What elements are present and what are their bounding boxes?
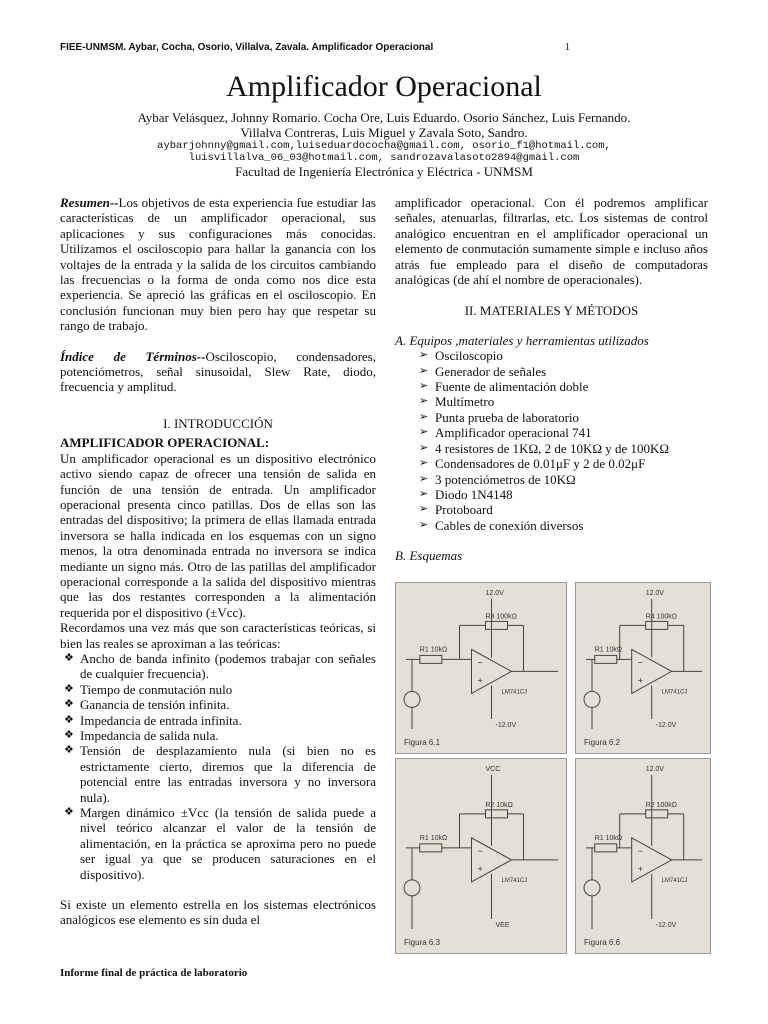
index-terms-label: Índice de Términos-- <box>60 348 206 364</box>
resistor-label: R1 10kΩ <box>419 646 448 654</box>
list-item: ➢ Amplificador operacional 741 <box>419 425 592 441</box>
resistor-r1 <box>595 844 617 852</box>
ic-label: LM741CJ <box>661 877 688 884</box>
resistor-label: R1 10kΩ <box>419 834 448 842</box>
figure-6-2 <box>575 582 711 754</box>
list-item: ➢ 3 potenciómetros de 10KΩ <box>419 471 576 487</box>
arrow-icon: ➢ <box>419 457 429 470</box>
vcc-label: VCC <box>485 766 501 773</box>
noninverting-sign: + <box>477 675 483 686</box>
feedback-label: R2 10kΩ <box>485 801 513 809</box>
arrow-icon: ➢ <box>419 518 429 531</box>
feedback-label: R3 100kΩ <box>485 613 517 621</box>
resistor-r1 <box>420 655 442 663</box>
arrow-icon: ➢ <box>419 395 429 408</box>
bullet-icon: ❖ <box>64 744 74 757</box>
arrow-icon: ➢ <box>419 410 429 423</box>
resistor-label: R1 10kΩ <box>594 646 623 654</box>
schematic-svg <box>396 583 566 753</box>
figure-6-6 <box>575 758 711 954</box>
vee-label: -12.0V <box>495 722 517 729</box>
list-item: ❖ Tensión de desplazamiento nula (si bien no es estrictamente cierto, diremos que la diferencia de potencial entre las entradas inversora y no inversora nula). <box>64 743 376 805</box>
list-item: ➢ Osciloscopio <box>419 348 503 364</box>
arrow-icon: ➢ <box>419 380 429 393</box>
bullet-icon: ❖ <box>64 651 74 664</box>
page-number: 1 <box>565 42 570 53</box>
footer: Informe final de práctica de laboratorio <box>60 967 248 979</box>
vee-label: VEE <box>495 922 510 929</box>
schematic-svg <box>576 583 710 753</box>
intro-paragraph-2: Recordamos una vez más que son características teóricas, si bien las reales se aproximan a las teóricas: <box>60 620 376 651</box>
resistor-r1 <box>595 655 617 663</box>
list-item: ➢ Multímetro <box>419 394 495 410</box>
index-terms <box>60 349 376 395</box>
section-heading-methods: II. MATERIALES Y MÉTODOS <box>464 303 639 319</box>
noninverting-sign: + <box>637 675 643 686</box>
list-item: ❖ Impedancia de salida nula. <box>64 728 219 743</box>
abstract-text: Los objetivos de esta experiencia fue estudiar las características de un amplificador operacional, sus aplicaciones y sus configuraciones más conocidas. Utilizamos el osciloscopio para hallar la ganancia con los voltajes de la entrada y la salida de los circuitos cambiando las frecuencias o la forma de onda como nos dice esta experiencia. Se apreció las gráficas en el osciloscopio. En conclusión funcionan muy bien pero hay que respetar su rango de trabajo. <box>60 195 376 334</box>
header-text: FIEE-UNMSM. Aybar, Cocha, Osorio, Villalva, Zavala. Amplificador Operacional <box>60 42 434 53</box>
emails-line-2: luisvillalva_06_03@hotmail.com, sandrozavalasoto2894@gmail.com <box>188 152 580 164</box>
ic-label: LM741CJ <box>661 689 688 696</box>
bullet-icon: ❖ <box>64 806 74 819</box>
list-item: ❖ Ancho de banda infinito (podemos trabajar con señales de cualquier frecuencia). <box>64 650 376 682</box>
arrow-icon: ➢ <box>419 487 429 500</box>
arrow-icon: ➢ <box>419 349 429 362</box>
figure-caption: Figura 6.3 <box>404 938 441 947</box>
figure-6-1 <box>395 582 567 754</box>
signal-source <box>404 691 420 707</box>
list-item: ➢ 4 resistores de 1KΩ, 2 de 10KΩ y de 100KΩ <box>419 440 670 456</box>
list-item: ➢ Diodo 1N4148 <box>419 486 513 502</box>
authors-line-2: Villalva Contreras, Luis Miguel y Zavala Soto, Sandro. <box>240 125 528 140</box>
inverting-sign: − <box>637 657 643 668</box>
arrow-icon: ➢ <box>419 441 429 454</box>
resistor-feedback <box>486 621 508 629</box>
list-item: ➢ Protoboard <box>419 502 493 518</box>
inverting-sign: − <box>477 845 483 856</box>
schematics-area <box>395 582 715 962</box>
arrow-icon: ➢ <box>419 364 429 377</box>
resistor-feedback <box>646 810 668 818</box>
list-item: ❖ Ganancia de tensión infinita. <box>64 697 230 713</box>
ic-label: LM741CJ <box>501 689 528 696</box>
list-item: ❖ Margen dinámico ±Vcc (la tensión de salida puede a nivel teórico alcanzar el valor de la tensión de alimentación, en la práctica se aproxima pero no puede ser igual ya que se producen saturaciones en el dispositivo). <box>64 805 376 882</box>
affiliation: Facultad de Ingeniería Electrónica y Eléctrica - UNMSM <box>235 164 533 179</box>
bullet-icon: ❖ <box>64 713 74 726</box>
list-item: ❖ Tiempo de conmutación nulo <box>64 681 233 697</box>
intro-paragraph-1: Un amplificador operacional es un dispositivo electrónico activo siendo capaz de ofrecer una tensión de salida en función de una tensión de entrada. Un amplificador operacional presenta cinco patillas. Dos de ellas son las entradas del dispositivo; la primera de ellas llamada entrada inversora se halla indicada en los esquemas con un signo menos, la otra denominada entrada no inversora se indica mediante un signo más. Otro de las patillas del amplificador operacional corresponde a la salida del dispositivo mientras que las dos restantes corresponden a la alimentación requerida por el dispositivo (±Vcc). <box>60 450 376 620</box>
section-heading-intro: I. INTRODUCCIÓN <box>163 415 273 431</box>
resistor-r1 <box>420 844 442 852</box>
right-column <box>395 195 708 564</box>
figure-caption: Figura 6.2 <box>584 738 621 747</box>
list-item: ➢ Cables de conexión diversos <box>419 517 584 533</box>
vee-label: -12.0V <box>655 722 677 729</box>
feedback-label: R2 100kΩ <box>645 801 678 809</box>
intro-subheading: AMPLIFICADOR OPERACIONAL: <box>60 435 270 451</box>
author-block <box>60 110 708 179</box>
authors-line-1: Aybar Velásquez, Johnny Romario. Cocha Ore, Luis Eduardo. Osorio Sánchez, Luis Fernando. <box>137 110 631 125</box>
subsection-a: A. Equipos ,materiales y herramientas utilizados <box>395 332 649 348</box>
feedback-label: R4 100kΩ <box>645 613 678 621</box>
left-column <box>60 195 376 928</box>
abstract <box>60 195 376 334</box>
signal-source <box>404 880 420 896</box>
signal-source <box>584 691 600 707</box>
arrow-icon: ➢ <box>419 472 429 485</box>
figure-caption: Figura 6.1 <box>404 738 441 747</box>
paper-title: Amplificador Operacional <box>226 70 542 103</box>
bullet-icon: ❖ <box>64 682 74 695</box>
list-item: ➢ Generador de señales <box>419 363 547 379</box>
list-item: ➢ Punta prueba de laboratorio <box>419 409 580 425</box>
ic-label: LM741CJ <box>501 877 528 884</box>
intro-paragraph-3: Si existe un elemento estrella en los sistemas electrónicos analógicos ese elemento es sin duda el <box>60 897 376 928</box>
emails-line-1: aybarjohnny@gmail.com,luiseduardococha@gmail.com, osorio_f1@hotmail.com, <box>157 140 611 152</box>
noninverting-sign: + <box>477 863 483 874</box>
abstract-label: Resumen-- <box>60 195 119 210</box>
bullet-icon: ❖ <box>64 698 74 711</box>
resistor-feedback <box>646 621 668 629</box>
schematic-svg <box>576 759 710 953</box>
bullet-icon: ❖ <box>64 729 74 741</box>
running-header <box>60 42 570 53</box>
noninverting-sign: + <box>637 863 643 874</box>
resistor-label: R1 10kΩ <box>594 834 623 842</box>
figure-6-3 <box>395 758 567 954</box>
vcc-label: 12.0V <box>645 766 664 773</box>
inverting-sign: − <box>637 845 643 856</box>
list-item: ➢ Fuente de alimentación doble <box>419 379 589 395</box>
arrow-icon: ➢ <box>419 426 429 439</box>
intro-paragraph-4: amplificador operacional. Con él podremos amplificar señales, atenuarlas, filtrarlas, etc. Los sistemas de control analógico encuentran en el amplificador operacional un elemento de conmutación sumamente simple e incluso años atrás fue empleado para el diseño de computadoras analógicas (de ahí el nombre de operacionales). <box>395 195 708 288</box>
signal-source <box>584 880 600 896</box>
characteristics-list <box>60 651 376 882</box>
vee-label: -12.0V <box>655 922 677 929</box>
list-item: ❖ Impedancia de entrada infinita. <box>64 712 242 728</box>
list-item: ➢ Condensadores de 0.01μF y 2 de 0.02μF <box>419 456 646 472</box>
materials-list <box>395 348 708 533</box>
inverting-sign: − <box>477 657 483 668</box>
subsection-b: B. Esquemas <box>395 548 463 564</box>
vcc-label: 12.0V <box>645 590 664 597</box>
vcc-label: 12.0V <box>485 590 504 597</box>
arrow-icon: ➢ <box>419 503 429 516</box>
schematic-svg <box>396 759 566 953</box>
index-terms-text: Osciloscopio, condensadores, potenciómetros, señal sinusoidal, Slew Rate, diodo, frecuencia y amplitud. <box>60 348 376 395</box>
resistor-feedback <box>486 810 508 818</box>
figure-caption: Figura 6.6 <box>584 938 621 947</box>
